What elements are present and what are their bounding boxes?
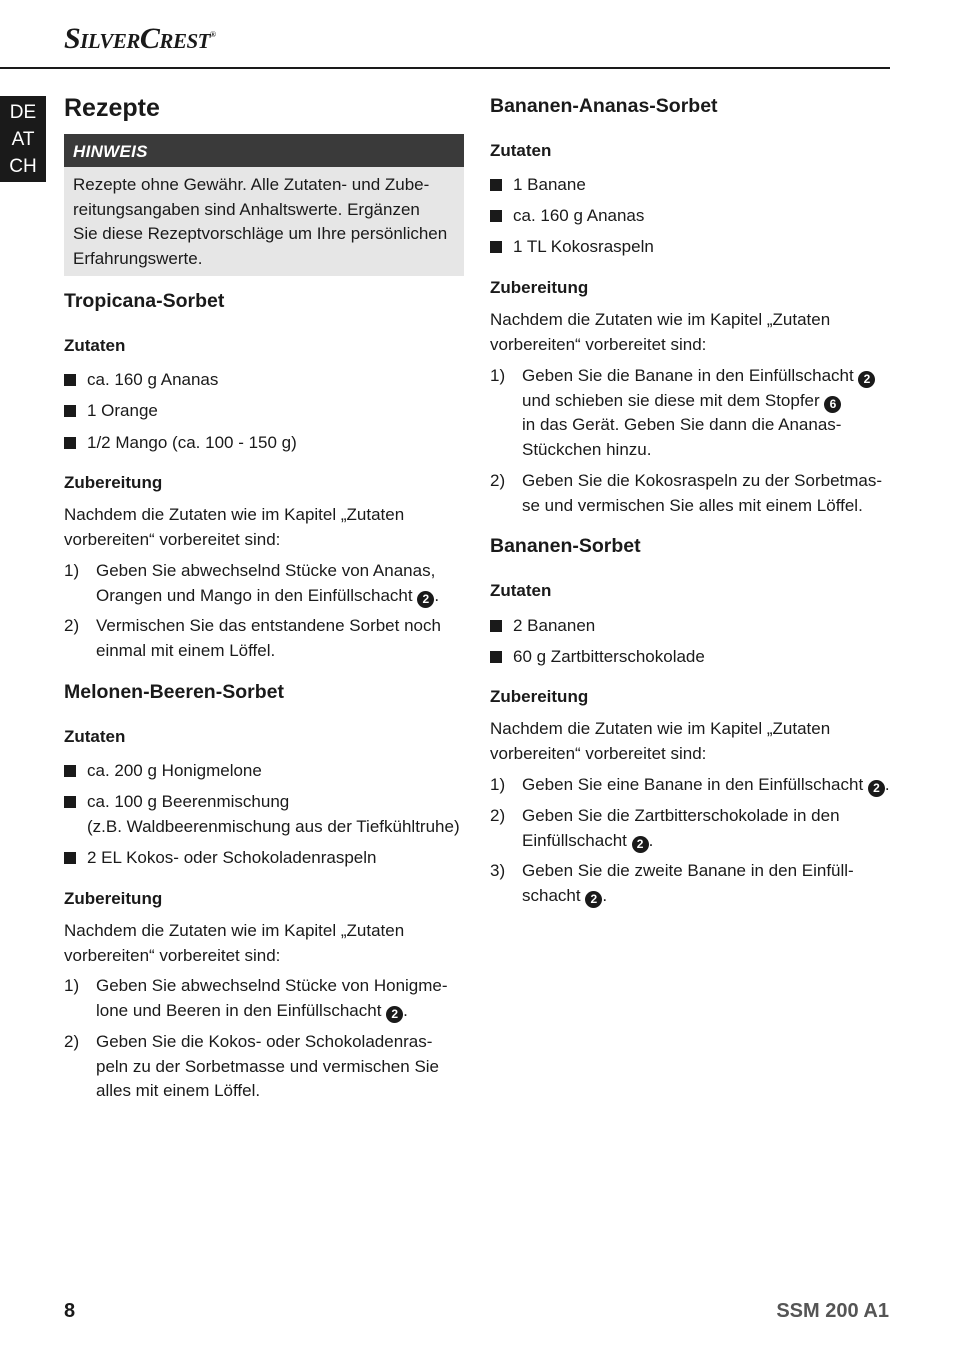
prep-step: 1) Geben Sie abwechselnd Stücke von Honigme- lone und Beeren in den Einfüllschacht 2 .: [64, 976, 448, 1021]
prep-step: 2) Vermischen Sie das entstandene Sorbet noch einmal mit einem Löffel.: [64, 616, 441, 660]
ingredients-heading: Zutaten: [64, 727, 126, 746]
page-number: 8: [64, 1300, 76, 1322]
language-tab: [0, 96, 46, 182]
ingredient-item: 1 Banane: [490, 173, 586, 198]
ingredient-item: ca. 160 g Ananas: [490, 204, 644, 229]
prep-heading: Zubereitung: [490, 278, 589, 297]
part-number-badge: 2: [585, 891, 602, 908]
note-line: Erfahrungswerte.: [73, 248, 203, 268]
bullet-square-icon: [490, 210, 502, 222]
lang-de: DE: [9, 102, 37, 123]
note-line: Rezepte ohne Gewähr. Alle Zutaten- und Zube-: [73, 175, 430, 194]
note-box: [64, 167, 464, 276]
part-number-badge: 6: [824, 396, 841, 413]
ingredients-heading: Zutaten: [490, 581, 552, 600]
page-title: Rezepte: [64, 94, 160, 122]
ingredient-item: ca. 100 g Beerenmischung (z.B. Waldbeerenmischung aus der Tiefkühltruhe): [64, 790, 460, 839]
recipe-title-melonen: Melonen-Beeren-Sorbet: [64, 681, 284, 703]
ingredients-heading: Zutaten: [64, 336, 126, 355]
prep-intro: Nachdem die Zutaten wie im Kapitel „Zutaten vorbereiten“ vorbereitet sind:: [64, 505, 405, 549]
prep-heading: Zubereitung: [64, 473, 163, 492]
prep-intro: Nachdem die Zutaten wie im Kapitel „Zutaten vorbereiten“ vorbereitet sind:: [490, 310, 831, 354]
ingredient-item: 1 Orange: [64, 399, 158, 424]
note-line: Sie diese Rezeptvorschläge um Ihre persönlichen: [73, 224, 448, 243]
ingredient-item: 1 TL Kokosraspeln: [490, 235, 654, 260]
ingredient-item: 2 EL Kokos- oder Schokoladenraspeln: [64, 846, 377, 871]
prep-heading: Zubereitung: [64, 889, 163, 908]
lang-ch: CH: [9, 156, 37, 177]
bullet-square-icon: [490, 241, 502, 253]
recipe-title-bananen: Bananen-Sorbet: [490, 535, 641, 557]
ingredients-heading: Zutaten: [490, 141, 552, 160]
prep-intro: Nachdem die Zutaten wie im Kapitel „Zutaten vorbereiten“ vorbereitet sind:: [490, 719, 831, 763]
ingredient-item: ca. 200 g Honigmelone: [64, 759, 262, 784]
bullet-square-icon: [64, 796, 76, 808]
prep-step: 3) Geben Sie die zweite Banane in den Einfüll- schacht 2 .: [490, 861, 854, 906]
part-number-badge: 2: [386, 1006, 403, 1023]
brand-logo: SilverCrest®: [64, 22, 216, 55]
recipe-title-bananen-ananas: Bananen-Ananas-Sorbet: [490, 95, 718, 117]
bullet-square-icon: [490, 179, 502, 191]
prep-step: 1) Geben Sie eine Banane in den Einfüllschacht 2 .: [490, 775, 890, 795]
prep-step: 2) Geben Sie die Zartbitterschokolade in den Einfüllschacht 2 .: [490, 806, 840, 851]
part-number-badge: 2: [417, 591, 434, 608]
model-number: SSM 200 A1: [776, 1300, 889, 1322]
bullet-square-icon: [64, 437, 76, 449]
ingredient-item: 2 Bananen: [490, 614, 595, 639]
bullet-square-icon: [64, 852, 76, 864]
ingredient-item: 1/2 Mango (ca. 100 - 150 g): [64, 431, 297, 456]
recipe-title-tropicana: Tropicana-Sorbet: [64, 290, 225, 312]
part-number-badge: 2: [632, 836, 649, 853]
ingredient-item: ca. 160 g Ananas: [64, 368, 218, 393]
bullet-square-icon: [64, 405, 76, 417]
bullet-square-icon: [64, 765, 76, 777]
note-line: reitungsangaben sind Anhaltswerte. Ergänzen: [73, 199, 420, 219]
header-divider: [0, 67, 890, 69]
bullet-square-icon: [490, 620, 502, 632]
prep-step: 1) Geben Sie die Banane in den Einfüllschacht 2 und schieben sie diese mit dem Stopfer 6 in das Gerät. Geben Sie dann die Ananas- Stückchen hinzu.: [490, 364, 875, 462]
ingredient-item: 60 g Zartbitterschokolade: [490, 645, 705, 670]
note-label: HINWEIS: [64, 134, 464, 167]
bullet-square-icon: [490, 651, 502, 663]
prep-heading: Zubereitung: [490, 687, 589, 706]
part-number-badge: 2: [858, 371, 875, 388]
prep-step: 2) Geben Sie die Kokosraspeln zu der Sorbetmas- se und vermischen Sie alles mit einem Löffel.: [490, 471, 883, 515]
prep-intro: Nachdem die Zutaten wie im Kapitel „Zutaten vorbereiten“ vorbereitet sind:: [64, 921, 405, 965]
prep-step: 1) Geben Sie abwechselnd Stücke von Ananas, Orangen und Mango in den Einfüllschacht 2 .: [64, 561, 440, 606]
bullet-square-icon: [64, 374, 76, 386]
part-number-badge: 2: [868, 780, 885, 797]
lang-at: AT: [11, 129, 35, 150]
prep-step: 2) Geben Sie die Kokos- oder Schokoladenras- peln zu der Sorbetmasse und vermischen Sie alles mit einem Löffel.: [64, 1032, 440, 1100]
